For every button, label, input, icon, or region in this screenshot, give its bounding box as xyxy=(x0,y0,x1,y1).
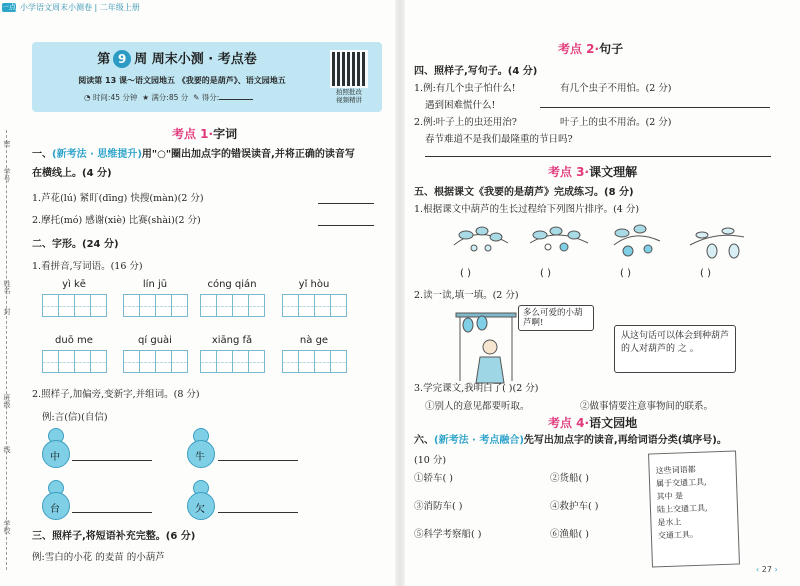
q6-item-4[interactable]: ④救护车( ) xyxy=(550,501,599,512)
q6-item-1[interactable]: ①轿车( ) xyxy=(414,473,453,484)
q5-sub3: 3.学完课文,我明白了( )(2 分) xyxy=(414,383,539,394)
q5-title: 五、根据课文《我要的是葫芦》完成练习。(8 分) xyxy=(414,187,634,198)
order-blank-3[interactable]: ( ) xyxy=(620,268,631,279)
write-grid-3[interactable] xyxy=(200,294,265,317)
classification-card xyxy=(648,450,740,567)
q6-item-6[interactable]: ⑥渔船( ) xyxy=(550,529,589,540)
week-prefix: 第 xyxy=(97,52,111,67)
pinyin-3: cóng qián xyxy=(207,279,257,290)
qr-caption xyxy=(324,88,374,104)
side-label-fold: 封 xyxy=(3,308,11,315)
score-blank[interactable] xyxy=(219,99,253,100)
gourd-answer-1[interactable] xyxy=(72,460,152,461)
pinyin-5: duō me xyxy=(55,335,93,346)
vine-picture-3 xyxy=(614,225,660,256)
q1-answer-1[interactable] xyxy=(318,203,374,204)
write-grid-2[interactable] xyxy=(123,294,188,317)
banner-meta xyxy=(84,92,253,103)
side-label-name: 姓名 xyxy=(3,280,11,294)
order-blank-2[interactable]: ( ) xyxy=(540,268,551,279)
gourd-4 xyxy=(185,480,215,526)
gourd-char-2: 牛 xyxy=(195,452,205,463)
section-kd4: 考点 4·语文园地 xyxy=(548,416,638,430)
q6-heading xyxy=(414,434,727,448)
kd3-name: 课文理解 xyxy=(589,165,638,179)
page-arrow-right-icon: › xyxy=(774,565,778,574)
section-kd3: 考点 3·课文理解 xyxy=(548,165,638,179)
card-line-1: 这些词语都 xyxy=(655,464,696,476)
qr-caption-2: 视频精讲 xyxy=(336,96,362,104)
speech-bubble-text: 多么可爱的小葫芦啊! xyxy=(523,308,583,328)
q6-item-5[interactable]: ⑤科学考察船( ) xyxy=(414,529,482,540)
vine-picture-4 xyxy=(690,228,744,258)
q4-prompt-1: 遇到困难慌什么! xyxy=(425,100,496,111)
kd4-label: 考点 4 xyxy=(548,416,585,430)
q1-item-1: 1.芦花(lú) 紧盯(dīng) 快搜(màn)(2 分) xyxy=(32,193,204,204)
banner-scope: 阅读第 13 课～语文园地五 《我要的是葫芦》、语文园地五 xyxy=(78,76,286,85)
kd4-name: 语文园地 xyxy=(589,416,638,430)
kd3-label: 考点 3 xyxy=(548,165,585,179)
binding-line xyxy=(6,130,7,570)
test-title: 周末小测 · 考点卷 xyxy=(151,52,257,67)
q1-answer-2[interactable] xyxy=(318,225,374,226)
q6-score: (10 分) xyxy=(414,455,447,466)
q6-text: 先写出加点字的读音,再给词语分类(填序号)。 xyxy=(523,435,727,446)
series-title: 小学语文周末小测卷 | 二年级上册 xyxy=(20,3,140,12)
q2-sub1: 1.看拼音,写词语。(16 分) xyxy=(32,261,143,272)
vine-picture-2 xyxy=(530,227,588,251)
page-number-text: 27 xyxy=(761,565,772,574)
page-number xyxy=(756,565,778,574)
q4-answer-1[interactable] xyxy=(540,107,770,108)
write-grid-1[interactable] xyxy=(42,294,107,317)
q6-item-3[interactable]: ③消防车( ) xyxy=(414,501,463,512)
pinyin-6: qí guài xyxy=(138,335,172,346)
fill-box xyxy=(614,325,736,373)
score-label: 得分: xyxy=(201,93,220,102)
pinyin-2: lín jū xyxy=(142,279,168,290)
gourd-growth-pictures xyxy=(448,215,768,265)
q1-title: 一、 xyxy=(32,149,52,160)
write-grid-5[interactable] xyxy=(42,350,107,373)
q4-example-1-answer: 有几个虫子不用怕。(2 分) xyxy=(560,83,672,94)
q6-title: 六、 xyxy=(414,435,434,446)
kd1-name: 字词 xyxy=(213,127,238,141)
title-banner xyxy=(32,42,382,112)
order-blank-4[interactable]: ( ) xyxy=(700,268,711,279)
write-grid-4[interactable] xyxy=(282,294,347,317)
q4-example-2: 2.例:叶子上的虫还用治? xyxy=(414,117,517,128)
q2-sub2: 2.照样子,加偏旁,变新字,并组词。(8 分) xyxy=(32,389,200,400)
week-number: 9 xyxy=(113,50,131,68)
kd2-name: 句子 xyxy=(599,42,624,56)
q1-text-2: 在横线上。(4 分) xyxy=(32,168,112,179)
order-blank-1[interactable]: ( ) xyxy=(460,268,471,279)
week-suffix: 周 xyxy=(134,52,148,67)
time-limit: 时间:45 分钟 xyxy=(92,93,138,102)
q1-heading xyxy=(32,148,355,162)
q4-prompt-2: 春节难道不是我们最隆重的节日吗? xyxy=(425,134,573,145)
q4-example-1: 1.例:有几个虫子怕什么! xyxy=(414,83,516,94)
gourd-answer-3[interactable] xyxy=(72,512,152,513)
full-score: 满分:85 分 xyxy=(151,93,189,102)
page-arrow-left-icon: ‹ xyxy=(756,565,760,574)
gourd-answer-4[interactable] xyxy=(218,512,298,513)
kd1-label: 考点 1 xyxy=(172,127,209,141)
card-line-5: 是水上 xyxy=(657,517,682,528)
gourd-3 xyxy=(40,480,70,526)
fill-box-text: 从这句话可以体会到种葫芦的人对葫芦的 之 。 xyxy=(621,331,730,354)
side-label-class: 班级 xyxy=(3,394,11,408)
section-kd2: 考点 2·句子 xyxy=(558,42,624,56)
gourd-2 xyxy=(185,428,215,474)
q4-example-2-answer: 叶子上的虫不用治。(2 分) xyxy=(560,117,672,128)
card-line-6: 交通工具。 xyxy=(657,529,699,541)
write-grid-8[interactable] xyxy=(282,350,347,373)
side-label-school: 学校 xyxy=(3,520,11,534)
card-line-3: 其中 是 xyxy=(656,491,684,502)
write-grid-7[interactable] xyxy=(200,350,265,373)
clock-icon: ◔ xyxy=(84,93,91,102)
pinyin-1: yì kē xyxy=(62,279,86,290)
q4-answer-2[interactable] xyxy=(425,156,771,157)
pinyin-8: nà ge xyxy=(299,335,329,346)
section-kd1: 考点 1·字词 xyxy=(172,127,238,141)
q6-item-2[interactable]: ②货船( ) xyxy=(550,473,589,484)
pen-icon: ✎ xyxy=(193,93,200,102)
q5-option-2[interactable]: ②做事情要注意事物间的联系。 xyxy=(580,401,714,412)
series-tag: 一点 xyxy=(2,3,16,11)
qr-code[interactable] xyxy=(330,50,368,88)
side-label-seal: 密 xyxy=(3,140,11,147)
qr-caption-1: 拍照批改 xyxy=(336,88,362,96)
q1-item-2: 2.摩托(mó) 感谢(xiè) 比赛(shài)(2 分) xyxy=(32,215,201,226)
q6-tag: (新考法 · 考点融合) xyxy=(434,435,524,446)
page-gutter xyxy=(395,0,405,586)
q5-sub1: 1.根据课文中葫芦的生长过程给下列图片排序。(4 分) xyxy=(414,204,640,215)
gourd-char-3: 台 xyxy=(50,504,60,515)
gourd-answer-2[interactable] xyxy=(218,460,298,461)
q2-title: 二、字形。(24 分) xyxy=(32,239,119,250)
pinyin-7: xiāng fǎ xyxy=(211,335,253,346)
vine-picture-1 xyxy=(454,227,508,251)
side-label-line: 线 xyxy=(3,446,11,453)
kd2-label: 考点 2 xyxy=(558,42,595,56)
q3-title: 三、照样子,将短语补充完整。(6 分) xyxy=(32,531,196,542)
side-label-number: 学号 xyxy=(3,168,11,182)
gourd-1 xyxy=(40,428,70,474)
card-line-2: 属于交通工具, xyxy=(655,477,707,489)
q2-example: 例:言(信)(自信) xyxy=(42,412,108,423)
star-icon: ★ xyxy=(142,93,149,102)
q5-sub2: 2.读一读,填一填。(2 分) xyxy=(414,290,519,301)
write-grid-6[interactable] xyxy=(123,350,188,373)
gourd-char-1: 中 xyxy=(50,452,60,463)
card-line-4: 陆上交通工具, xyxy=(656,503,708,515)
pinyin-4: yǐ hòu xyxy=(298,279,330,290)
banner-title xyxy=(32,48,322,68)
q1-tag: (新考法 · 思维提升) xyxy=(52,149,142,160)
q3-example: 例:雪白的小花 的麦苗 的小葫芦 xyxy=(32,552,165,563)
gourd-char-4: 欠 xyxy=(195,504,205,515)
speech-bubble xyxy=(518,305,594,331)
q4-title: 四、照样子,写句子。(4 分) xyxy=(414,66,538,77)
q5-option-1[interactable]: ①别人的意见都要听取。 xyxy=(425,401,530,412)
q1-text: 用"○"圈出加点字的错误读音,并将正确的读音写 xyxy=(141,149,355,160)
